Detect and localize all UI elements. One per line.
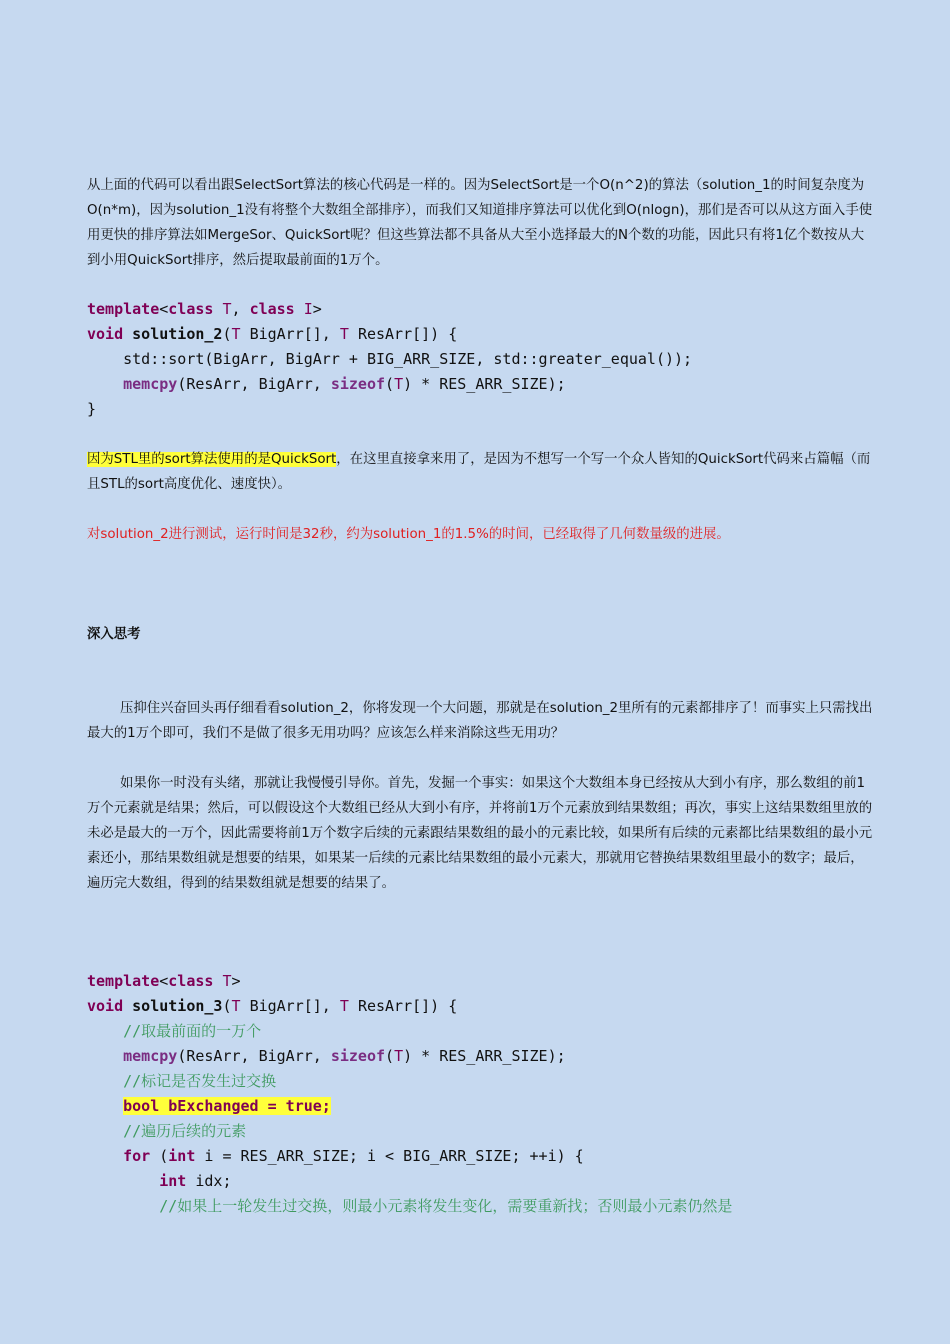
code-line: template<class T, class I> [87, 300, 322, 318]
code-function-call: sizeof [330, 1047, 386, 1065]
code-keyword: int [159, 1172, 187, 1190]
paragraph-guidance: 如果你一时没有头绪，那就让我慢慢引导你。首先，发掘一个事实：如果这个大数组本身已经按从大到小有序，那么数组的前1万个元素就是结果；然后，可以假设这个大数组已经从大到小有序，并将前1万个元素放到结果数组；再次，事实上这结果数组里放的未必是最大的一万个，因此需要将前1万个数字后续的元素跟结果数组的最小的元素比较，如果所有后续的元素都比结果数组的最小元素还小，那结果数组就是想要的结果，如果某一后续的元素比结果数组的最小元素大，那就用它替换结果数组里最小的数字；最后，遍历完大数组，得到的结果数组就是想要的结果了。 [87, 776, 873, 891]
code-type: I [303, 300, 313, 318]
code-keyword: template [87, 972, 160, 990]
code-function-call: sizeof [330, 375, 386, 393]
code-type: T [222, 300, 232, 318]
code-function-call: memcpy [123, 375, 178, 393]
code-type: T [394, 1047, 404, 1065]
code-keyword: class [168, 300, 214, 318]
code-keyword: void [87, 997, 124, 1015]
code-text: ResArr[]) { [357, 997, 458, 1015]
code-type: T [394, 375, 404, 393]
code-type: T [231, 997, 241, 1015]
code-line [87, 1119, 877, 1144]
code-comment: //遍历后续的元素 [123, 1122, 247, 1140]
code-text: (ResArr, BigArr, [177, 375, 331, 393]
code-text: BigArr[], [249, 997, 340, 1015]
code-keyword: class [249, 300, 295, 318]
paragraph-stl-sort [87, 447, 877, 497]
code-type: T [339, 997, 349, 1015]
code-function-name: solution_2 [132, 325, 223, 343]
code-text: idx; [186, 1172, 232, 1190]
code-text: ResArr[]) { [357, 325, 458, 343]
code-function-call: memcpy [123, 1047, 178, 1065]
code-line: void solution_2(T BigArr[], T ResArr[]) { [87, 325, 458, 343]
code-block-solution-2 [87, 297, 877, 422]
paragraph-reflection: 压抑住兴奋回头再仔细看看solution_2，你将发现一个大问题，那就是在solution_2里所有的元素都排序了！而事实上只需找出最大的1万个即可，我们不是做了很多无用功吗？应该怎么样来消除这些无用功？ [87, 701, 873, 741]
code-comment: //标记是否发生过交换 [123, 1072, 277, 1090]
code-line: void solution_3(T BigArr[], T ResArr[]) { [87, 997, 458, 1015]
code-type: T [339, 325, 349, 343]
code-line: } [87, 400, 97, 418]
paragraph-text: ，在这里直接拿来用了，是因为不想写一个写一个众人皆知的QuickSort代码来占篇幅（而且STL的sort高度优化、速度快）。 [87, 452, 871, 492]
code-line [87, 1019, 877, 1044]
code-function-name: solution_3 [132, 997, 223, 1015]
code-text: ) * RES_ARR_SIZE); [403, 375, 566, 393]
highlighted-code: bool bExchanged = true; [123, 1097, 331, 1115]
code-keyword: void [87, 325, 124, 343]
code-line [87, 1069, 877, 1094]
code-type: T [222, 972, 232, 990]
code-line: memcpy(ResArr, BigArr, sizeof(T) * RES_ARR_SIZE); [123, 375, 566, 393]
code-type: T [231, 325, 241, 343]
code-keyword: for [123, 1147, 151, 1165]
highlighted-text: 因为STL里的sort算法使用的是QuickSort [87, 452, 337, 467]
code-block-solution-3 [87, 969, 877, 1219]
code-line [87, 1194, 877, 1219]
code-keyword: template [87, 300, 160, 318]
code-line [87, 1094, 877, 1119]
code-line: memcpy(ResArr, BigArr, sizeof(T) * RES_ARR_SIZE); [123, 1047, 566, 1065]
code-text: i = RES_ARR_SIZE; i < BIG_ARR_SIZE; ++i) { [195, 1147, 584, 1165]
paragraph-test-result: 对solution_2进行测试，运行时间是32秒，约为solution_1的1.5%的时间，已经取得了几何数量级的进展。 [87, 527, 730, 542]
code-comment: //取最前面的一万个 [123, 1022, 262, 1040]
code-line: for (int i = RES_ARR_SIZE; i < BIG_ARR_SIZE; ++i) { [123, 1147, 584, 1165]
section-heading: 深入思考 [87, 627, 141, 642]
code-text: ) * RES_ARR_SIZE); [403, 1047, 566, 1065]
paragraph-intro: 从上面的代码可以看出跟SelectSort算法的核心代码是一样的。因为SelectSort是一个O(n^2)的算法（solution_1的时间复杂度为O(n*m)，因为solution_1没有将整个大数组全部排序），而我们又知道排序算法可以优化到O(nlogn)，那们是否可以从这方面入手使用更快的排序算法如MergeSor、QuickSort呢？但这些算法都不具备从大至小选择最大的N个数的功能，因此只有将1亿个数按从大到小用QuickSort排序，然后提取最前面的1万个。 [87, 178, 873, 268]
code-keyword: int [168, 1147, 196, 1165]
code-comment: //如果上一轮发生过交换，则最小元素将发生变化，需要重新找；否则最小元素仍然是 [159, 1197, 733, 1215]
code-line: template<class T> [87, 972, 241, 990]
code-text: BigArr[], [249, 325, 340, 343]
code-line [87, 1169, 877, 1194]
code-line: std::sort(BigArr, BigArr + BIG_ARR_SIZE, std::greater_equal()); [87, 350, 693, 368]
code-keyword: class [168, 972, 214, 990]
code-text: (ResArr, BigArr, [177, 1047, 331, 1065]
